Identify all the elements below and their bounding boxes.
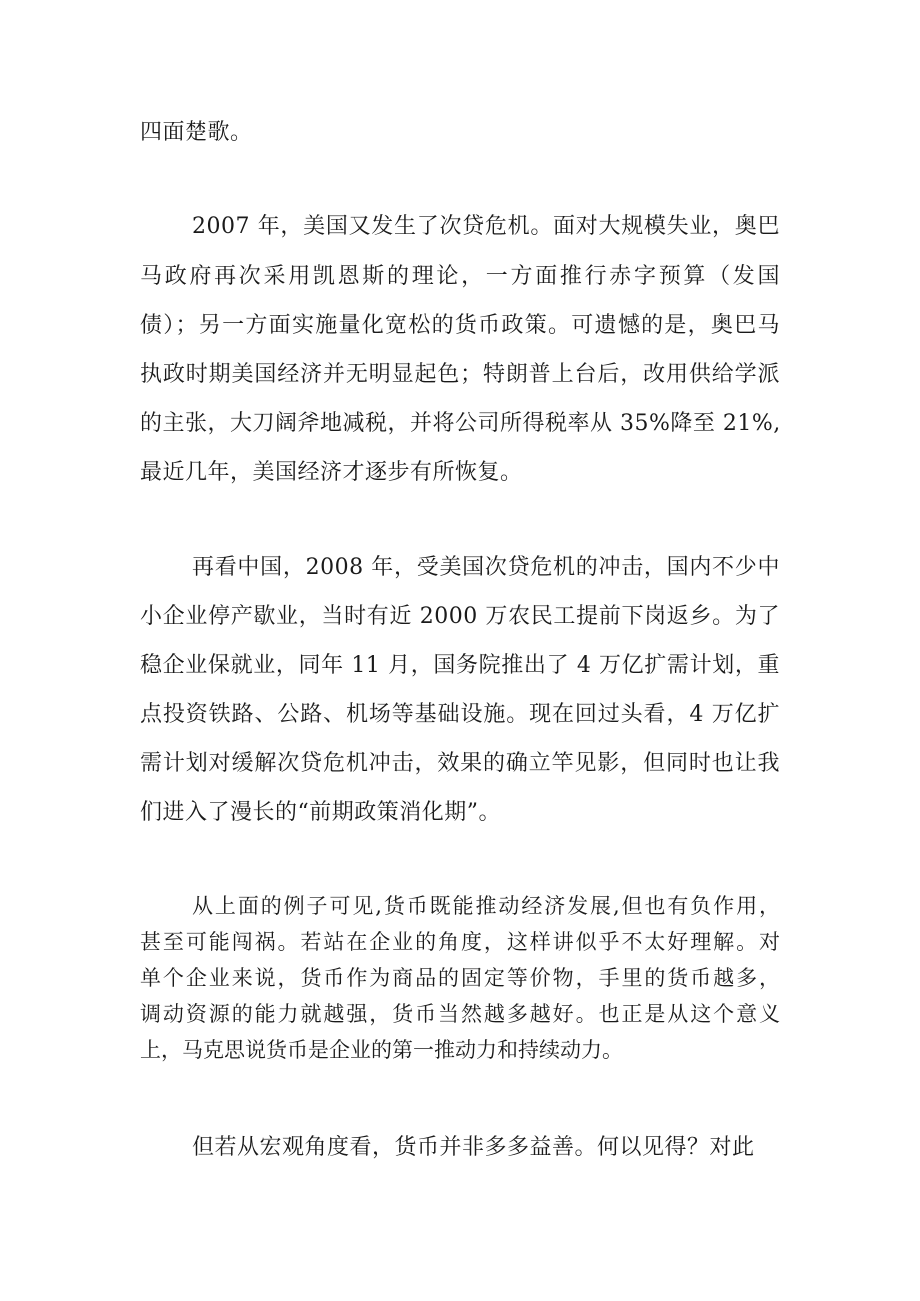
paragraph-2-line-3: 点投资铁路、公路、机场等基础设施。现在回过头看，4 万亿扩: [140, 702, 780, 727]
paragraph-2-line-1: 小企业停产歇业，当时有近 2000 万农民工提前下岗返乡。为了: [140, 604, 780, 629]
paragraph-1-line-1: 马政府再次采用凯恩斯的理论，一方面推行赤字预算（发国: [140, 264, 780, 289]
paragraph-3-line-0: 从上面的例子可见,货币既能推动经济发展,但也有负作用，: [192, 894, 780, 918]
paragraph-1-line-0: 2007 年，美国又发生了次贷危机。面对大规模失业，奥巴: [192, 214, 780, 239]
paragraph-4-line-0: 但若从宏观角度看，货币并非多多益善。何以见得？对此: [192, 1135, 755, 1160]
paragraph-3-line-1: 甚至可能闯祸。若站在企业的角度，这样讲似乎不太好理解。对: [140, 930, 780, 954]
paragraph-3-line-3: 调动资源的能力就越强，货币当然越多越好。也正是从这个意义: [140, 1002, 780, 1026]
paragraph-1-line-3: 执政时期美国经济并无明显起色；特朗普上台后，改用供给学派: [140, 362, 780, 387]
paragraph-1-line-2: 债）；另一方面实施量化宽松的货币政策。可遗憾的是，奥巴马: [140, 313, 780, 338]
paragraph-1-line-4: 的主张，大刀阔斧地减税，并将公司所得税率从 35%降至 21%,: [140, 411, 781, 436]
paragraph-2-line-5: 们进入了漫长的“前期政策消化期”。: [140, 800, 501, 825]
paragraph-2-line-4: 需计划对缓解次贷危机冲击，效果的确立竿见影，但同时也让我: [140, 751, 780, 776]
paragraph-0-line-0: 四面楚歌。: [140, 120, 253, 145]
paragraph-3-line-4: 上，马克思说货币是企业的第一推动力和持续动力。: [140, 1038, 623, 1062]
paragraph-2-line-2: 稳企业保就业，同年 11 月，国务院推出了 4 万亿扩需计划，重: [140, 653, 780, 678]
paragraph-2-line-0: 再看中国，2008 年，受美国次贷危机的冲击，国内不少中: [192, 555, 780, 580]
paragraph-1-line-5: 最近几年，美国经济才逐步有所恢复。: [140, 460, 523, 485]
paragraph-3-line-2: 单个企业来说，货币作为商品的固定等价物，手里的货币越多，: [140, 966, 780, 990]
